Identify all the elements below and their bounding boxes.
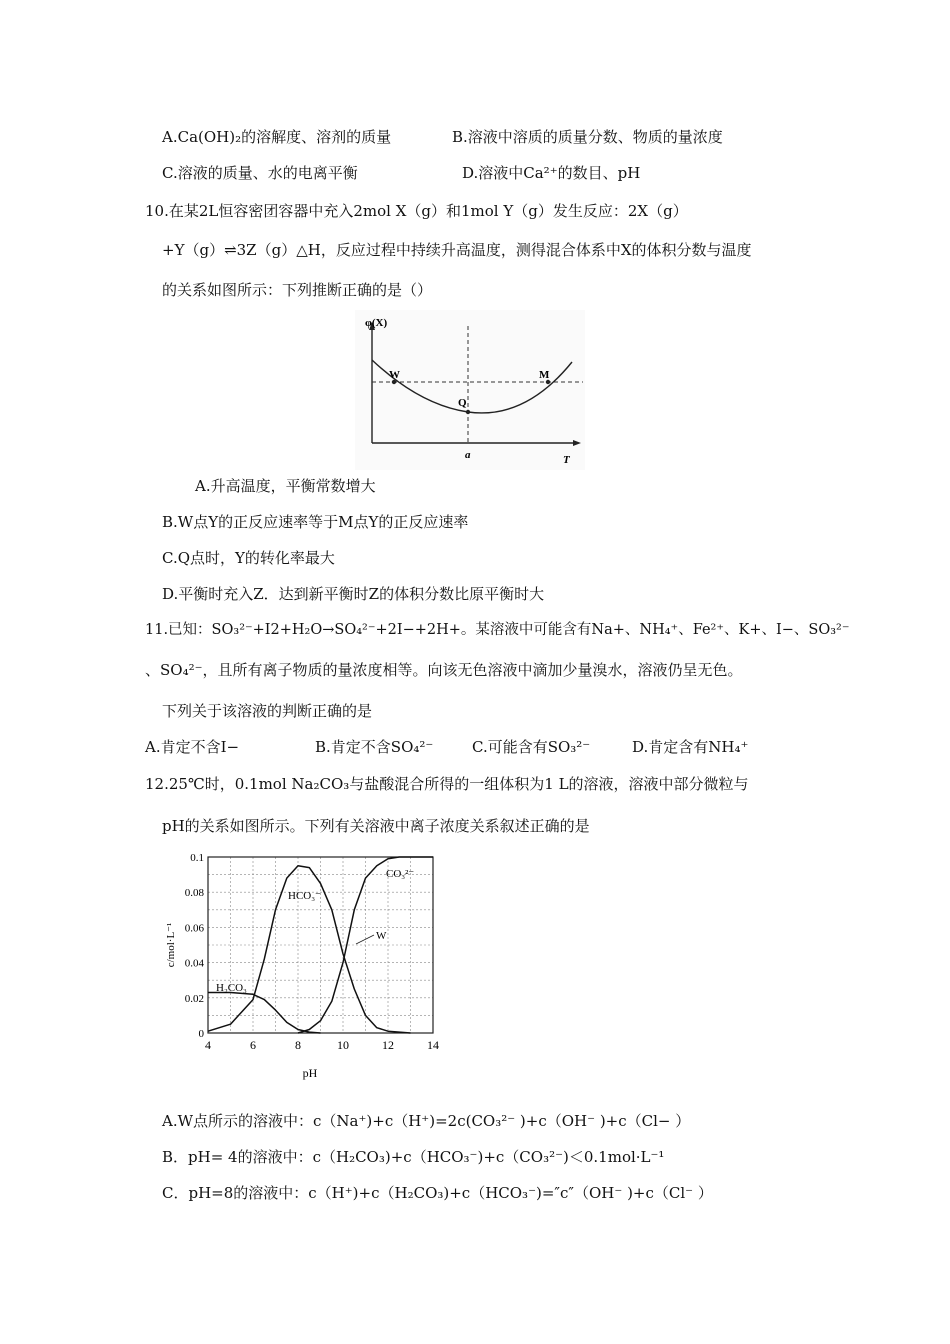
q10-option-c: C.Q点时，Y的转化率最大 [162,549,335,567]
q12-series-label-hco3: HCO₃⁻ [288,890,321,902]
q10-y-label: φ(X) [365,317,388,329]
q12-stem-line1: 12.25℃时，0.1mol Na₂CO₃与盐酸混合所得的一组体积为1 L的溶液，溶液中部分微粒与 [145,775,749,793]
q12-x-tick-label: 8 [295,1038,301,1052]
q12-option-b: B．pH= 4的溶液中：c（H₂CO₃)+c（HCO₃⁻)+c（CO₃²⁻)＜0.1mol·L⁻¹ [162,1148,665,1166]
q10-x-label: T [563,454,570,466]
q11-option-a: A.肯定不含I− [145,738,240,756]
q10-stem-line1: 10.在某2L恒容密团容器中充入2mol X（g）和1mol Y（g）发生反应：2X（g） [145,202,688,220]
q12-series-h2co3 [208,993,321,1034]
q12-y-tick-label: 0.1 [190,852,204,864]
q10-figure [355,310,585,470]
q12-y-tick-label: 0.02 [184,992,204,1005]
q12-x-tick-label: 4 [205,1038,211,1052]
q9-option-b: B.溶液中溶质的质量分数、物质的量浓度 [452,128,723,146]
q10-point-q [466,410,470,414]
q12-y-tick-label: 0.04 [184,957,204,970]
q9-option-d: D.溶液中Ca²⁺的数目、pH [462,164,641,182]
q10-x-mark: a [465,449,471,461]
q12-x-label: pH [302,1066,318,1080]
q10-option-d: D.平衡时充入Z．达到新平衡时Z的体积分数比原平衡时大 [162,585,545,603]
q9-option-a: A.Ca(OH)₂的溶解度、溶剂的质量 [162,128,392,146]
q12-series-label-co3: CO₃²⁻ [386,868,415,880]
q11-option-c: C.可能含有SO₃²⁻ [472,738,591,756]
q12-annotation-w: W [376,930,387,942]
q12-series-label-h2co3: H₂CO₃ [216,982,247,994]
q10-stem-line2: +Y（g）⇌3Z（g）△H，反应过程中持续升高温度，测得混合体系中X的体积分数与温度 [162,241,752,259]
q11-stem-line3: 下列关于该溶液的判断正确的是 [162,702,373,720]
q12-option-a: A.W点所示的溶液中：c（Na⁺)+c（H⁺)=2c(CO₃²⁻ )+c（OH⁻ )+c（Cl− ） [162,1112,691,1130]
q11-option-d: D.肯定含有NH₄⁺ [632,738,749,756]
q12-option-c: C．pH=8的溶液中：c（H⁺)+c（H₂CO₃)+c（HCO₃⁻)=″c″（OH⁻ )+c（Cl⁻ ） [162,1184,713,1202]
q10-option-a: A.升高温度，平衡常数增大 [195,477,376,495]
q12-x-tick-label: 10 [337,1038,349,1052]
q10-label-q: Q [458,397,467,409]
q12-x-tick-label: 14 [427,1038,439,1052]
q12-y-tick-label: 0.06 [184,922,204,935]
q10-label-m: M [539,369,550,381]
q12-w-pointer [356,935,374,944]
q11-stem-line1: 11.已知：SO₃²⁻+I2+H₂O→SO₄²⁻+2I−+2H+。某溶液中可能含有Na+、NH₄⁺、Fe²⁺、K+、I−、SO₃²⁻ [145,622,850,638]
q10-label-w: W [389,369,400,381]
q10-stem-line3: 的关系如图所示：下列推断正确的是（） [162,281,433,299]
q12-stem-line2: pH的关系如图所示。下列有关溶液中离子浓度关系叙述正确的是 [162,817,590,835]
q12-y-label: c/mol·L⁻¹ [165,922,177,968]
q12-x-tick-label: 6 [250,1038,256,1052]
q12-y-tick-label: 0.08 [184,887,204,900]
q12-x-tick-label: 12 [382,1038,394,1052]
q12-y-tick-label: 0 [198,1028,204,1040]
q12-chart [160,845,450,1085]
q11-stem-line2: 、SO₄²⁻，且所有离子物质的量浓度相等。向该无色溶液中滴加少量溴水，溶液仍呈无色。 [145,661,743,679]
q10-option-b: B.W点Y的正反应速率等于M点Y的正反应速率 [162,513,469,531]
q9-option-c: C.溶液的质量、水的电离平衡 [162,164,358,182]
q11-option-b: B.肯定不含SO₄²⁻ [315,738,434,756]
